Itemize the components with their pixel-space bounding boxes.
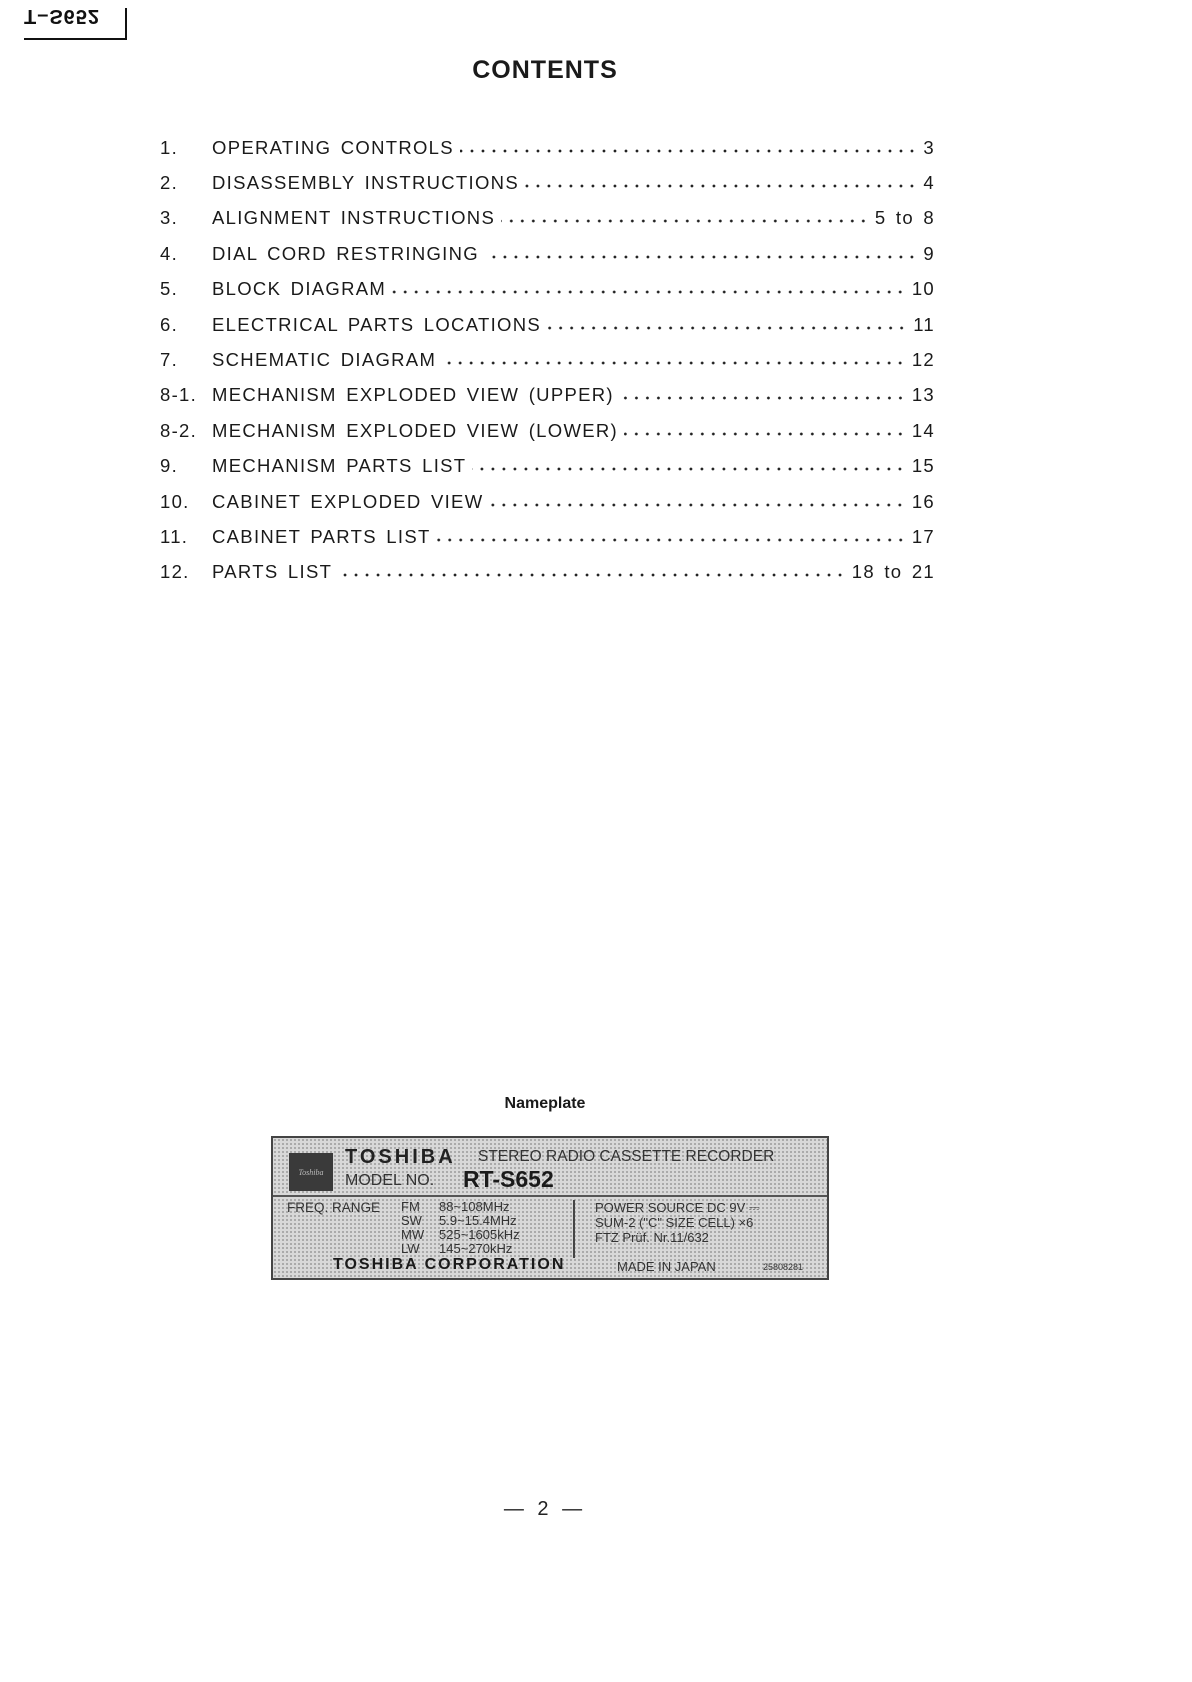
- toc-entry-number: 8-2.: [160, 419, 198, 441]
- toc-leader-dots: [442, 361, 906, 365]
- nameplate-made-in: MADE IN JAPAN: [617, 1259, 716, 1274]
- toc-entry-title: BLOCK DIAGRAM: [212, 278, 387, 300]
- nameplate-serial: 25808281: [763, 1262, 804, 1272]
- toc-entry: [160, 484, 935, 519]
- toc-entry-number: 9.: [160, 455, 179, 477]
- toc-entry-title: DIAL CORD RESTRINGING: [212, 242, 479, 264]
- toc-entry: [160, 236, 935, 271]
- toc-entry-number: 10.: [160, 490, 190, 512]
- page-number: — 2 —: [503, 1498, 587, 1520]
- toc-leader-dots: [485, 255, 917, 259]
- toc-entry-page: 14: [911, 419, 935, 441]
- toc-entry: [160, 130, 935, 165]
- nameplate-product: STEREO RADIO CASSETTE RECORDER: [478, 1148, 775, 1165]
- toc-leader-dots: [392, 290, 906, 294]
- toc-entry-page: 9: [923, 242, 935, 264]
- toc-leader-dots: [547, 326, 907, 330]
- toc-entry: [160, 307, 935, 342]
- toc-leader-dots: [472, 467, 905, 471]
- toc-entry-page: 10: [911, 278, 935, 300]
- toc-entry: [160, 555, 935, 590]
- band-row: LW 145~270kHz: [401, 1241, 513, 1256]
- toc-leader-dots: [437, 538, 906, 542]
- nameplate-power: POWER SOURCE DC 9V ⎓ SUM-2 ("C" SIZE CELL) ×6 FTZ Prüf. Nr.11/632: [595, 1200, 760, 1245]
- toc-entry-number: 3.: [160, 207, 179, 229]
- corner-rule-vertical: [125, 8, 127, 40]
- toc-entry-page: 17: [911, 525, 935, 547]
- toc-entry-number: 11.: [160, 525, 189, 547]
- toc-entry-number: 7.: [160, 349, 179, 371]
- toc-entry-number: 1.: [160, 136, 179, 158]
- band-row: MW 525~1605kHz: [401, 1227, 520, 1242]
- table-of-contents: [160, 130, 935, 590]
- toc-entry-page: 12: [911, 349, 935, 371]
- toc-entry: [160, 342, 935, 377]
- toc-entry-number: 5.: [160, 278, 179, 300]
- toc-entry-number: 6.: [160, 313, 179, 335]
- toc-entry-title: DISASSEMBLY INSTRUCTIONS: [212, 172, 519, 194]
- toc-entry-page: 3: [923, 136, 935, 158]
- toc-entry-title: PARTS LIST: [212, 561, 333, 583]
- toc-entry-number: 4.: [160, 242, 179, 264]
- nameplate-caption: Nameplate: [504, 1095, 586, 1112]
- toc-entry-page: 18 to 21: [851, 561, 935, 583]
- nameplate-bands: [401, 1200, 520, 1256]
- nameplate-freq-label: FREQ. RANGE: [287, 1200, 381, 1215]
- toc-entry: [160, 449, 935, 484]
- toc-leader-dots: [620, 396, 906, 400]
- toc-entry-title: CABINET EXPLODED VIEW: [212, 490, 484, 512]
- toc-entry-title: CABINET PARTS LIST: [212, 525, 431, 547]
- toshiba-logo-icon: Toshiba: [289, 1153, 333, 1191]
- page-title: CONTENTS: [472, 56, 618, 84]
- document-code: T–S652: [24, 5, 101, 27]
- toc-entry-page: 16: [911, 490, 935, 512]
- toc-entry: [160, 272, 935, 307]
- toc-entry: [160, 413, 935, 448]
- corner-rule-horizontal: [24, 38, 126, 40]
- toc-entry-page: 11: [913, 313, 935, 335]
- toc-entry: [160, 165, 935, 200]
- nameplate-corporation: TOSHIBA CORPORATION: [333, 1256, 566, 1273]
- nameplate-brand: TOSHIBA: [345, 1146, 456, 1168]
- toc-entry: [160, 519, 935, 554]
- toc-entry-number: 8-1.: [160, 384, 198, 406]
- nameplate-model-label: MODEL NO.: [345, 1172, 435, 1189]
- toc-leader-dots: [501, 219, 869, 223]
- nameplate-separator: [573, 1200, 575, 1258]
- toc-entry-page: 15: [911, 455, 935, 477]
- toc-entry-page: 13: [911, 384, 935, 406]
- band-row: FM 88~108MHz: [401, 1199, 510, 1214]
- toc-entry-title: ELECTRICAL PARTS LOCATIONS: [212, 313, 542, 335]
- toc-entry-page: 4: [923, 172, 935, 194]
- toc-leader-dots: [460, 149, 917, 153]
- toc-entry-title: SCHEMATIC DIAGRAM: [212, 349, 437, 371]
- toc-leader-dots: [624, 432, 906, 436]
- nameplate-model: RT-S652: [463, 1166, 554, 1192]
- toc-leader-dots: [489, 503, 905, 507]
- toc-entry: [160, 201, 935, 236]
- toc-entry-title: MECHANISM PARTS LIST: [212, 455, 467, 477]
- toc-entry-number: 12.: [160, 561, 190, 583]
- toc-leader-dots: [338, 573, 846, 577]
- band-row: SW 5.9~15.4MHz: [401, 1213, 517, 1228]
- toc-entry-number: 2.: [160, 172, 179, 194]
- toc-entry-page: 5 to 8: [874, 207, 935, 229]
- toc-entry-title: ALIGNMENT INSTRUCTIONS: [212, 207, 496, 229]
- toc-entry: [160, 378, 935, 413]
- toc-entry-title: MECHANISM EXPLODED VIEW (UPPER): [212, 384, 614, 406]
- toc-entry-title: OPERATING CONTROLS: [212, 136, 454, 158]
- toc-leader-dots: [525, 184, 917, 188]
- toc-entry-title: MECHANISM EXPLODED VIEW (LOWER): [212, 419, 618, 441]
- nameplate-image: [271, 1136, 829, 1280]
- nameplate-divider: [273, 1195, 827, 1197]
